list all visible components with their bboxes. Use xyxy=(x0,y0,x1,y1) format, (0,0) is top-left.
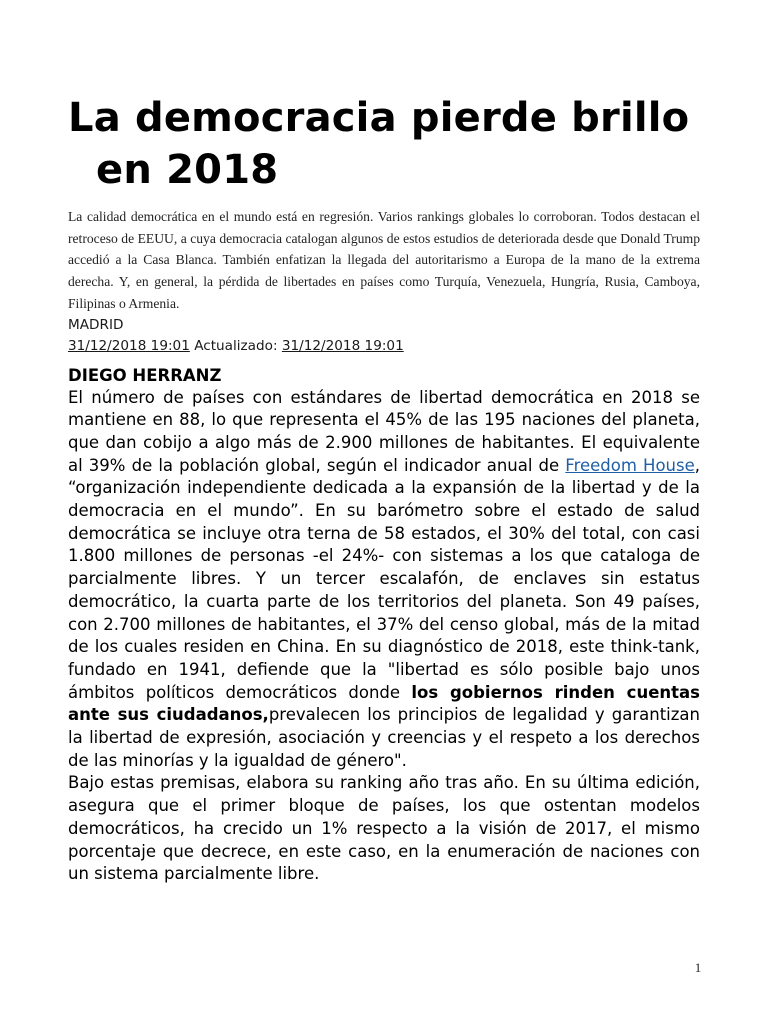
author-name: DIEGO HERRANZ xyxy=(68,365,222,385)
paragraph-1-part-c: prevalecen los principios de legalidad y garantizan la libertad de expresión, asociación y creencias y el respeto a los derechos de las minorías y la igualdad de género". xyxy=(68,705,700,770)
title-line-2: en 2018 xyxy=(96,147,279,193)
paragraph-1 xyxy=(68,387,700,773)
page-number: 1 xyxy=(694,960,702,975)
dates xyxy=(68,336,700,357)
article-meta xyxy=(68,315,700,357)
paragraph-2: Bajo estas premisas, elabora su ranking año tras año. En su última edición, asegura que el primer bloque de países, los que ostentan modelos democráticos, ha crecido un 1% respecto a la visión de 2017, el mismo porcentaje que decrece, en este caso, en la enumeración de naciones con un sistema parcialmente libre. xyxy=(68,773,700,884)
location: MADRID xyxy=(68,316,124,333)
paragraph-1-part-a: El número de países con estándares de libertad democrática en 2018 se mantiene en 88, lo que representa el 45% de las 195 naciones del planeta, que dan cobijo a algo más de 2.900 millones de habitantes. El equivalente al 39% de la población global, según el indicador anual de xyxy=(68,387,700,475)
document-page xyxy=(68,92,700,886)
updated-date-link[interactable]: 31/12/2018 19:01 xyxy=(281,337,404,354)
updated-label: Actualizado: xyxy=(194,337,278,354)
published-date-link[interactable]: 31/12/2018 19:01 xyxy=(68,337,190,354)
paragraph-1-part-b: , “organización independiente dedicada a la expansión de la libertad y de la democracia en el mundo”. En su barómetro sobre el estado de salud democrática se incluye otra terna de 58 estados, el 30% del total, con casi 1.800 millones de personas -el 24%- con sistemas a los que cataloga de parcialmente libres. Y un tercer escalafón, de enclaves sin estatus democrático, la cuarta parte de los territorios del planeta. Son 49 países, con 2.700 millones de habitantes, el 37% del censo global, más de la mitad de los cuales residen en China. En su diagnóstico de 2018, este think-tank, fundado en 1941, defiende que la "libertad es sólo posible bajo unos ámbitos políticos democráticos donde xyxy=(68,455,701,702)
paragraph-1-bold: los gobiernos rinden cuentas ante sus ciudadanos, xyxy=(68,682,700,725)
title-line-1: La democracia pierde brillo xyxy=(68,95,690,141)
article-subtitle: La calidad democrática en el mundo está en regresión. Varios rankings globales lo corroboran. Todos destacan el retroceso de EEUU, a cuya democracia catalogan algunos de estos estudios de deteriorada desde que Donald Trump accedió a la Casa Blanca. También enfatizan la llegada del autoritarismo a Europa de la mano de la extrema derecha. Y, en general, la pérdida de libertades en países como Turquía, Venezuela, Hungría, Rusia, Camboya, Filipinas o Armenia. xyxy=(68,209,700,311)
freedom-house-link[interactable]: Freedom House xyxy=(565,455,695,475)
article-title xyxy=(68,92,700,196)
